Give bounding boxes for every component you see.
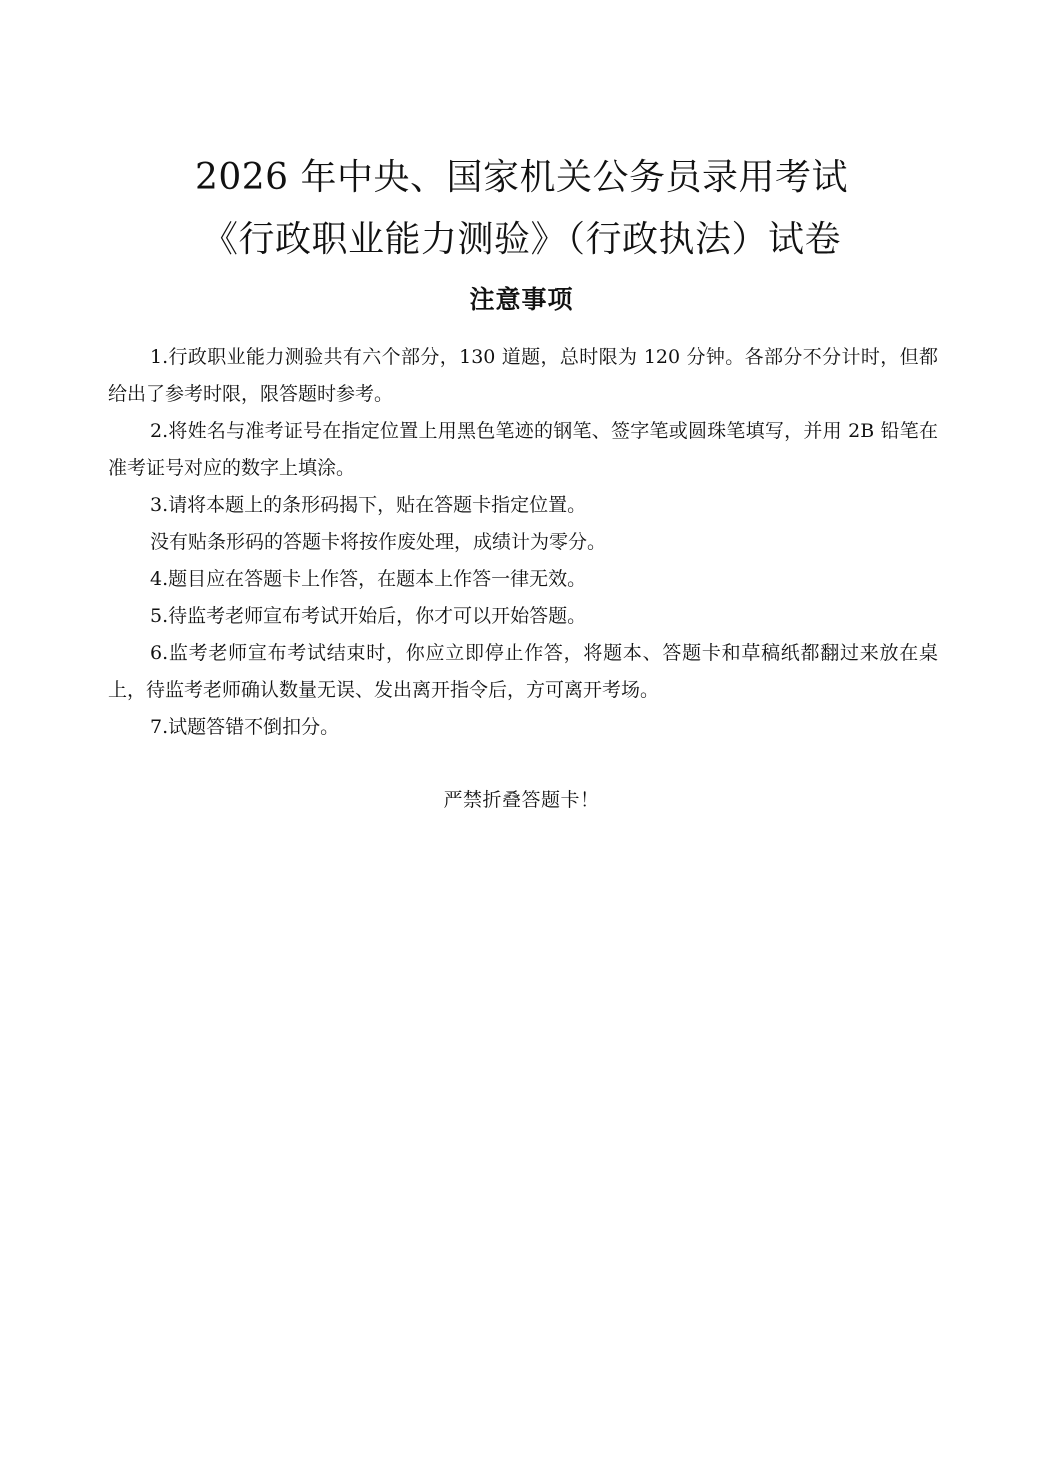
answer-card-warning: 严禁折叠答题卡！ (443, 789, 600, 811)
notice-list (108, 339, 938, 746)
notice-item-3-continued: 没有贴条形码的答题卡将按作废处理，成绩计为零分。 (150, 531, 607, 553)
exam-title-line-1: 2026 年中央、国家机关公务员录用考试 (194, 157, 849, 198)
notice-item-2: 2.将姓名与准考证号在指定位置上用黑色笔迹的钢笔、签字笔或圆珠笔填写，并用 2B 铅笔在准考证号对应的数字上填涂。 (108, 420, 938, 479)
notice-heading: 注意事项 (469, 285, 574, 314)
notice-item-6: 6.监考老师宣布考试结束时，你应立即停止作答，将题本、答题卡和草稿纸都翻过来放在桌上，待监考老师确认数量无误、发出离开指令后，方可离开考场。 (108, 642, 938, 701)
notice-item-7: 7.试题答错不倒扣分。 (150, 716, 340, 738)
exam-title-line-2: 《行政职业能力测验》（行政执法）试卷 (201, 219, 841, 260)
notice-item-4: 4.题目应在答题卡上作答，在题本上作答一律无效。 (150, 568, 587, 590)
notice-item-5: 5.待监考老师宣布考试开始后，你才可以开始答题。 (150, 605, 587, 627)
notice-item-3: 3.请将本题上的条形码揭下，贴在答题卡指定位置。 (150, 494, 587, 516)
notice-item-1: 1.行政职业能力测验共有六个部分，130 道题，总时限为 120 分钟。各部分不分计时，但都给出了参考时限，限答题时参考。 (108, 346, 938, 405)
